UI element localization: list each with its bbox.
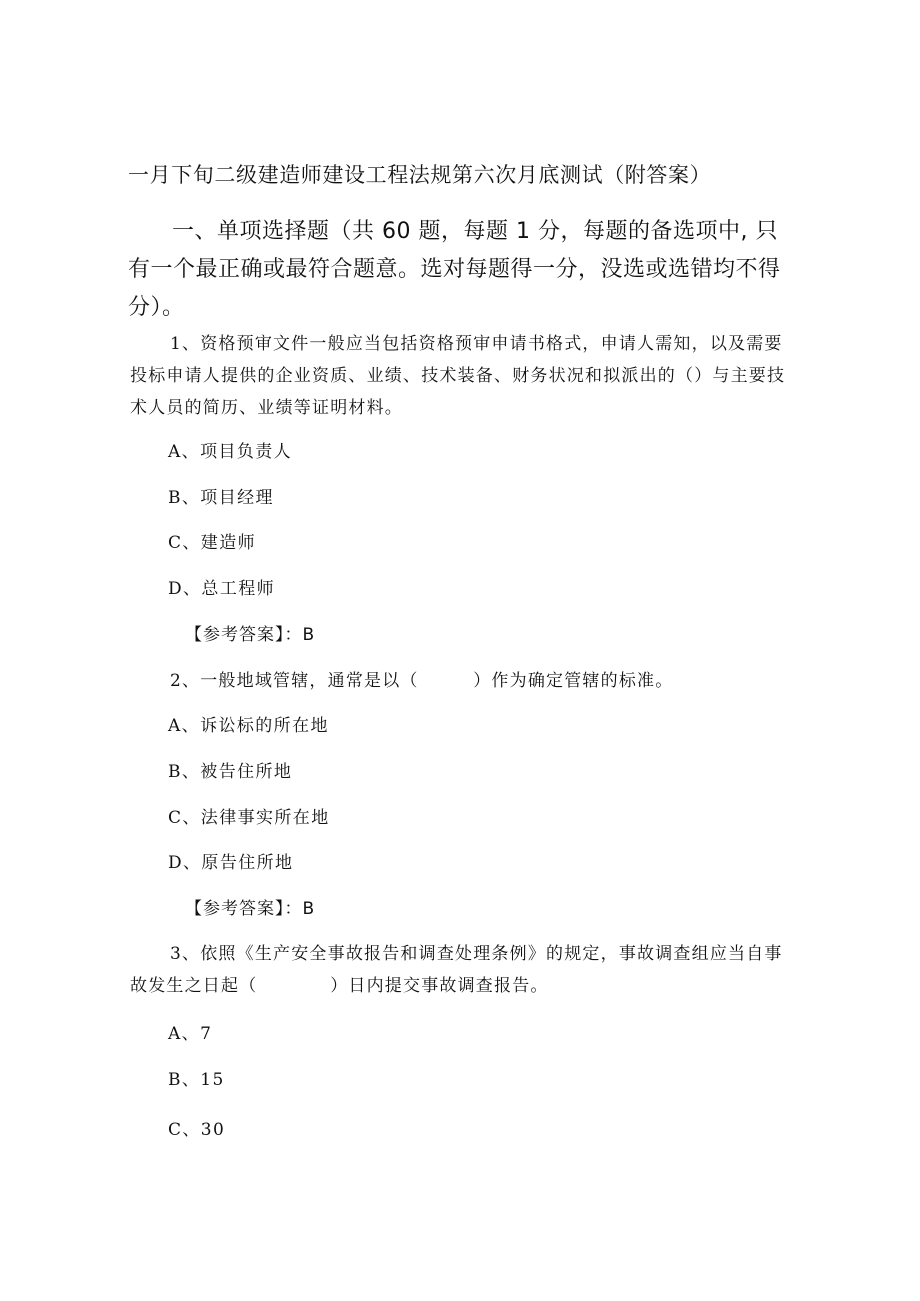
question-1-option-d: D、总工程师 bbox=[168, 579, 276, 599]
document-title: 一月下旬二级建造师建设工程法规第六次月底测试（附答案） bbox=[128, 163, 712, 187]
question-2-stem: 2、一般地域管辖，通常是以（ ）作为确定管辖的标准。 bbox=[170, 671, 674, 691]
question-1-option-a: A、项目负责人 bbox=[168, 442, 293, 462]
section-intro: 一、单项选择题（共 60 题，每题 1 分，每题的备选项中, 只有一个最正确或最符合题意。选对每题得一分，没选或选错均不得分）。 bbox=[128, 219, 781, 320]
question-3-option-b: B、15 bbox=[168, 1070, 225, 1090]
question-2-option-a: A、诉讼标的所在地 bbox=[168, 716, 329, 736]
question-3-stem: 3、依照《生产安全事故报告和调查处理条例》的规定，事故调查组应当自事故发生之日起（ ）日内提交事故调查报告。 bbox=[130, 944, 783, 996]
question-2-option-d: D、原告住所地 bbox=[168, 853, 294, 873]
question-1-answer: 【参考答案】：B bbox=[185, 625, 316, 645]
question-2-answer: 【参考答案】：B bbox=[185, 899, 316, 919]
question-2-option-c: C、法律事实所在地 bbox=[168, 808, 330, 828]
question-1-stem: 1、资格预审文件一般应当包括资格预审申请书格式，申请人需知，以及需要投标申请人提供的企业资质、业绩、技术装备、财务状况和拟派出的（）与主要技术人员的简历、业绩等证明材料。 bbox=[130, 334, 786, 418]
question-2-option-b: B、被告住所地 bbox=[168, 762, 293, 782]
question-1-option-c: C、建造师 bbox=[168, 533, 257, 553]
question-1-option-b: B、项目经理 bbox=[168, 488, 274, 508]
question-3-option-a: A、7 bbox=[168, 1024, 213, 1044]
question-3-option-c: C、30 bbox=[168, 1120, 226, 1140]
